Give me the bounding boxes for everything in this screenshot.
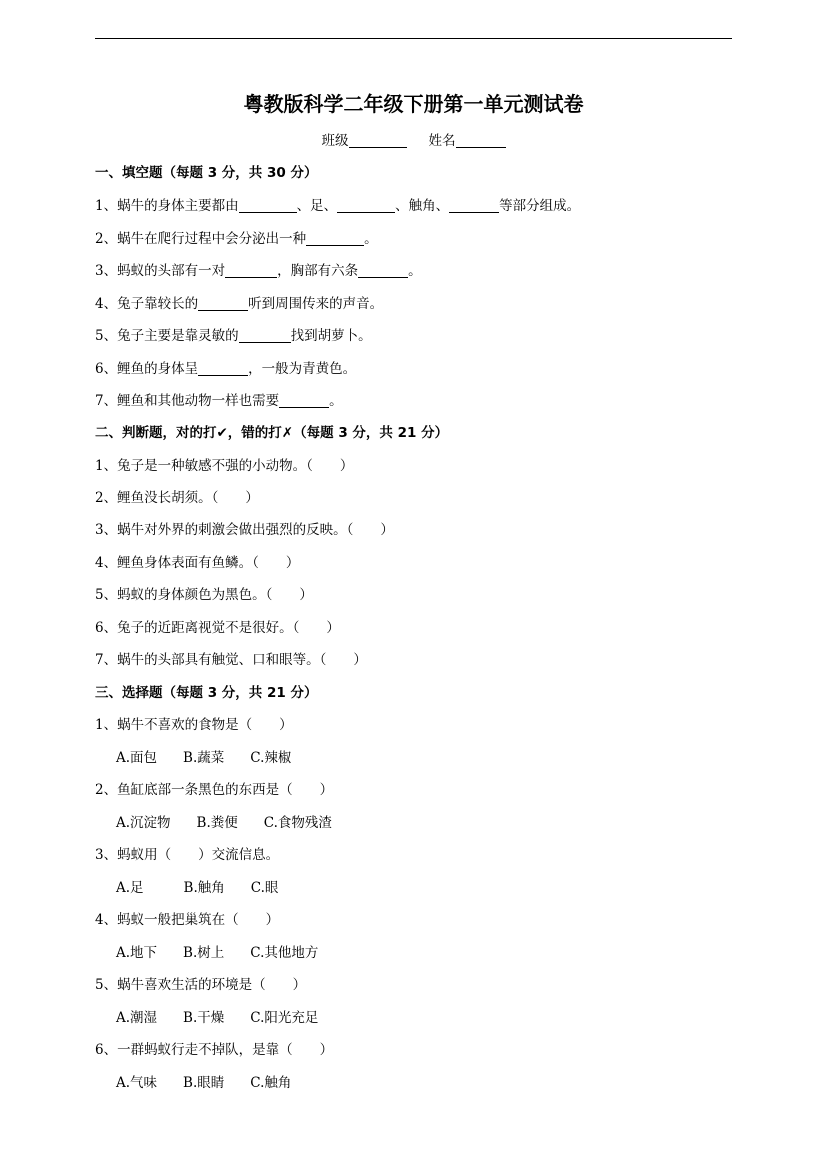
- name-label: 姓名: [428, 133, 456, 149]
- choice-question-5: 5、蜗牛喜欢生活的环境是（ ）: [95, 977, 307, 993]
- class-label: 班级: [321, 133, 349, 149]
- option-c[interactable]: C.食物残渣: [263, 815, 332, 831]
- option-c[interactable]: C.其他地方: [250, 945, 319, 961]
- choice-options-2: [116, 811, 332, 831]
- section-heading-true-false: 二、判断题，对的打✔，错的打✗（每题 3 分，共 21 分）: [95, 425, 449, 441]
- choice-question-2: 2、鱼缸底部一条黑色的东西是（ ）: [95, 782, 334, 798]
- option-b[interactable]: B.触角: [183, 880, 225, 896]
- answer-blank[interactable]: [239, 328, 291, 343]
- option-b[interactable]: B.干燥: [183, 1010, 225, 1026]
- answer-blank[interactable]: [198, 296, 248, 311]
- judge-question-3: 3、蜗牛对外界的刺激会做出强烈的反映。（ ）: [95, 522, 394, 538]
- choice-question-4: 4、蚂蚁一般把巢筑在（ ）: [95, 912, 280, 928]
- choice-question-3: 3、蚂蚁用（ ）交流信息。: [95, 847, 280, 863]
- class-blank[interactable]: [349, 133, 407, 148]
- section-heading-fill-in: 一、填空题（每题 3 分，共 30 分）: [95, 165, 318, 181]
- fill-question-5: 5、兔子主要是靠灵敏的 找到胡萝卜。: [95, 328, 372, 344]
- choice-options-6: [116, 1071, 291, 1091]
- answer-blank[interactable]: [225, 263, 277, 278]
- answer-blank[interactable]: [358, 263, 408, 278]
- name-blank[interactable]: [456, 133, 506, 148]
- answer-blank[interactable]: [198, 361, 248, 376]
- option-c[interactable]: C.触角: [250, 1075, 292, 1091]
- choice-options-1: [116, 746, 291, 766]
- option-c[interactable]: C.辣椒: [250, 750, 292, 766]
- section-heading-multiple-choice: 三、选择题（每题 3 分，共 21 分）: [95, 685, 318, 701]
- choice-options-5: [116, 1006, 318, 1026]
- student-info: [0, 129, 827, 149]
- choice-question-6: 6、一群蚂蚁行走不掉队，是靠（ ）: [95, 1042, 334, 1058]
- fill-question-2: 2、蜗牛在爬行过程中会分泌出一种 。: [95, 231, 378, 247]
- option-b[interactable]: B.粪便: [196, 815, 238, 831]
- fill-question-6: 6、鲤鱼的身体呈 ，一般为青黄色。: [95, 361, 357, 377]
- option-b[interactable]: B.树上: [183, 945, 225, 961]
- choice-question-1: 1、蜗牛不喜欢的食物是（ ）: [95, 717, 293, 733]
- answer-blank[interactable]: [306, 231, 364, 246]
- option-a[interactable]: A.地下: [116, 945, 158, 961]
- fill-question-7: 7、鲤鱼和其他动物一样也需要 。: [95, 393, 343, 409]
- judge-question-2: 2、鲤鱼没长胡须。（ ）: [95, 490, 259, 506]
- option-a[interactable]: A.沉淀物: [116, 815, 171, 831]
- answer-blank[interactable]: [449, 198, 499, 213]
- page-title: 粤教版科学二年级下册第一单元测试卷: [243, 92, 584, 116]
- fill-question-3: 3、蚂蚁的头部有一对 ，胸部有六条 。: [95, 263, 422, 279]
- judge-question-1: 1、兔子是一种敏感不强的小动物。（ ）: [95, 458, 354, 474]
- option-a[interactable]: A.足: [116, 880, 144, 896]
- option-a[interactable]: A.面包: [116, 750, 158, 766]
- option-a[interactable]: A.潮湿: [116, 1010, 158, 1026]
- answer-blank[interactable]: [337, 198, 395, 213]
- judge-question-5: 5、蚂蚁的身体颜色为黑色。（ ）: [95, 587, 313, 603]
- fill-question-1: 1、蜗牛的身体主要都由 、足、 、触角、 等部分组成。: [95, 198, 581, 214]
- option-a[interactable]: A.气味: [116, 1075, 158, 1091]
- choice-options-3: [116, 876, 278, 896]
- option-c[interactable]: C.阳光充足: [250, 1010, 319, 1026]
- option-b[interactable]: B.眼睛: [183, 1075, 225, 1091]
- judge-question-4: 4、鲤鱼身体表面有鱼鳞。（ ）: [95, 555, 300, 571]
- answer-blank[interactable]: [239, 198, 297, 213]
- judge-question-6: 6、兔子的近距离视觉不是很好。（ ）: [95, 620, 340, 636]
- option-c[interactable]: C.眼: [250, 880, 279, 896]
- option-b[interactable]: B.蔬菜: [183, 750, 225, 766]
- answer-blank[interactable]: [279, 393, 329, 408]
- judge-question-7: 7、蜗牛的头部具有触觉、口和眼等。（ ）: [95, 652, 367, 668]
- header-rule: [95, 38, 732, 39]
- fill-question-4: 4、兔子靠较长的 听到周围传来的声音。: [95, 296, 384, 312]
- choice-options-4: [116, 941, 318, 961]
